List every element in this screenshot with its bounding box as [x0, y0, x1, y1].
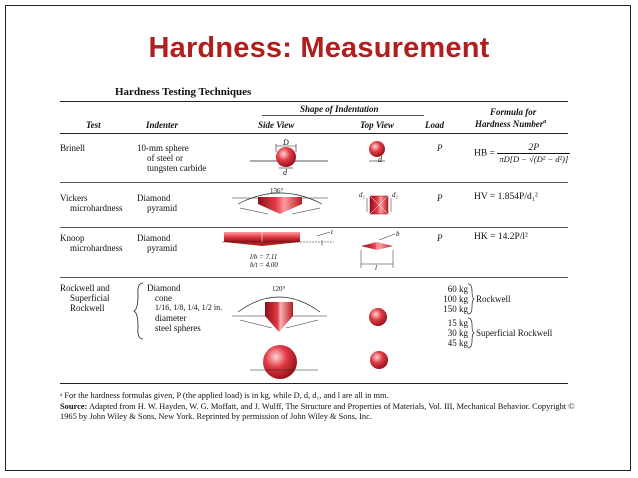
knoop-ratio2: b/t = 4.00	[250, 261, 278, 269]
vickers-load: P	[437, 193, 443, 203]
brinell-indenter-line2: of steel or	[147, 153, 183, 163]
knoop-top-view	[355, 228, 410, 274]
knoop-test-line2: microhardness	[70, 243, 123, 253]
brinell-indenter-line3: tungsten carbide	[147, 163, 207, 173]
brinell-side-d: d	[283, 168, 287, 177]
brinell-top-d: d	[378, 155, 382, 164]
brinell-test: Brinell	[60, 143, 85, 153]
rockwell-sphere-side-view	[250, 342, 320, 382]
header-test: Test	[86, 120, 101, 130]
vickers-top-d1b: d₁	[392, 191, 398, 199]
knoop-side-t: t	[331, 228, 333, 236]
superficial-load-45: 45 kg	[447, 338, 468, 348]
brinell-load: P	[437, 143, 443, 153]
superficial-load-label: Superficial Rockwell	[476, 328, 553, 338]
table-title: Hardness Testing Techniques	[115, 86, 252, 98]
header-side-view: Side View	[258, 120, 295, 130]
header-formula-line2: Hardness Number$^a$	[475, 119, 547, 129]
footnote-note: ᵃ For the hardness formulas given, P (the applied load) is in kg, while D, d, d₁, and l are all in mm.	[60, 391, 389, 400]
vickers-test-line1: Vickers	[60, 193, 88, 203]
header-indenter: Indenter	[146, 120, 179, 130]
vickers-top-d1a: d₁	[359, 191, 365, 199]
rockwell-indenter-line1: Diamond	[147, 283, 181, 293]
header-shape-group: Shape of Indentation	[300, 104, 379, 114]
table-bottom-rule	[60, 383, 568, 384]
rockwell-load-label: Rockwell	[476, 294, 511, 304]
rockwell-cone-top-view	[365, 304, 391, 330]
vickers-indenter-line1: Diamond	[137, 193, 171, 203]
knoop-side-view	[222, 228, 337, 252]
knoop-top-b: b	[396, 230, 400, 238]
rockwell-test-line1: Rockwell and	[60, 283, 110, 293]
superficial-load-brace	[467, 317, 475, 350]
superficial-load-15: 15 kg	[447, 318, 468, 328]
rockwell-load-100: 100 kg	[443, 294, 468, 304]
vickers-indenter-line2: pyramid	[147, 203, 177, 213]
row-divider-3	[60, 277, 568, 278]
header-top-view: Top View	[360, 120, 394, 130]
knoop-indenter-line2: pyramid	[147, 243, 177, 253]
brinell-side-D: D	[283, 138, 289, 147]
rockwell-test-line2: Superficial	[70, 293, 110, 303]
knoop-test-line1: Knoop	[60, 233, 85, 243]
rockwell-load-60: 60 kg	[447, 284, 468, 294]
rockwell-sphere-top-view	[366, 347, 392, 373]
rockwell-indenter-line2: cone	[155, 293, 172, 303]
rockwell-indenter-line3: 1/16, 1/8, 1/4, 1/2 in.	[155, 303, 223, 312]
vickers-formula: HV = 1.854P/d₁²	[474, 192, 538, 202]
slide-title: Hardness: Measurement	[148, 32, 490, 64]
knoop-formula: HK = 14.2P/l²	[474, 232, 528, 242]
header-bottom-rule	[60, 133, 568, 134]
shape-group-rule	[262, 115, 424, 116]
superficial-load-30: 30 kg	[447, 328, 468, 338]
row-divider-1	[60, 182, 568, 183]
rockwell-indenter-brace	[133, 281, 145, 341]
vickers-test-line2: microhardness	[70, 203, 123, 213]
header-load: Load	[425, 120, 444, 130]
knoop-indenter-line1: Diamond	[137, 233, 171, 243]
rockwell-indenter-line4: diameter	[155, 313, 187, 323]
brinell-formula: HB = $\frac{2P}{\text{πD[D − √(D² − d²)]}}$	[474, 143, 569, 164]
knoop-top-l: l	[375, 264, 377, 272]
header-formula-line1: Formula for	[490, 107, 537, 117]
rockwell-test-line3: Rockwell	[70, 303, 105, 313]
rockwell-load-150: 150 kg	[443, 304, 468, 314]
footnote-source: Source: Adapted from H. W. Hayden, W. G. Moffatt, and J. Wulff, The Structure and Properties of Materials, Vol. III, Mechanical Behavior. Copyright © 1965 by John Wiley & Sons, New York. Reprinted by permission of John Wiley & Sons, Inc.	[60, 401, 575, 421]
brinell-side-view	[250, 136, 330, 180]
brinell-indenter-line1: 10-mm sphere	[137, 143, 189, 153]
rockwell-load-brace	[467, 283, 475, 316]
rockwell-indenter-line5: steel spheres	[155, 323, 201, 333]
table-top-rule	[60, 101, 568, 102]
table-footnote	[60, 391, 580, 423]
vickers-side-angle: 136°	[270, 187, 284, 195]
knoop-ratio1: l/b = 7.11	[250, 253, 278, 261]
rockwell-side-angle: 120°	[272, 285, 286, 293]
knoop-load: P	[437, 233, 443, 243]
